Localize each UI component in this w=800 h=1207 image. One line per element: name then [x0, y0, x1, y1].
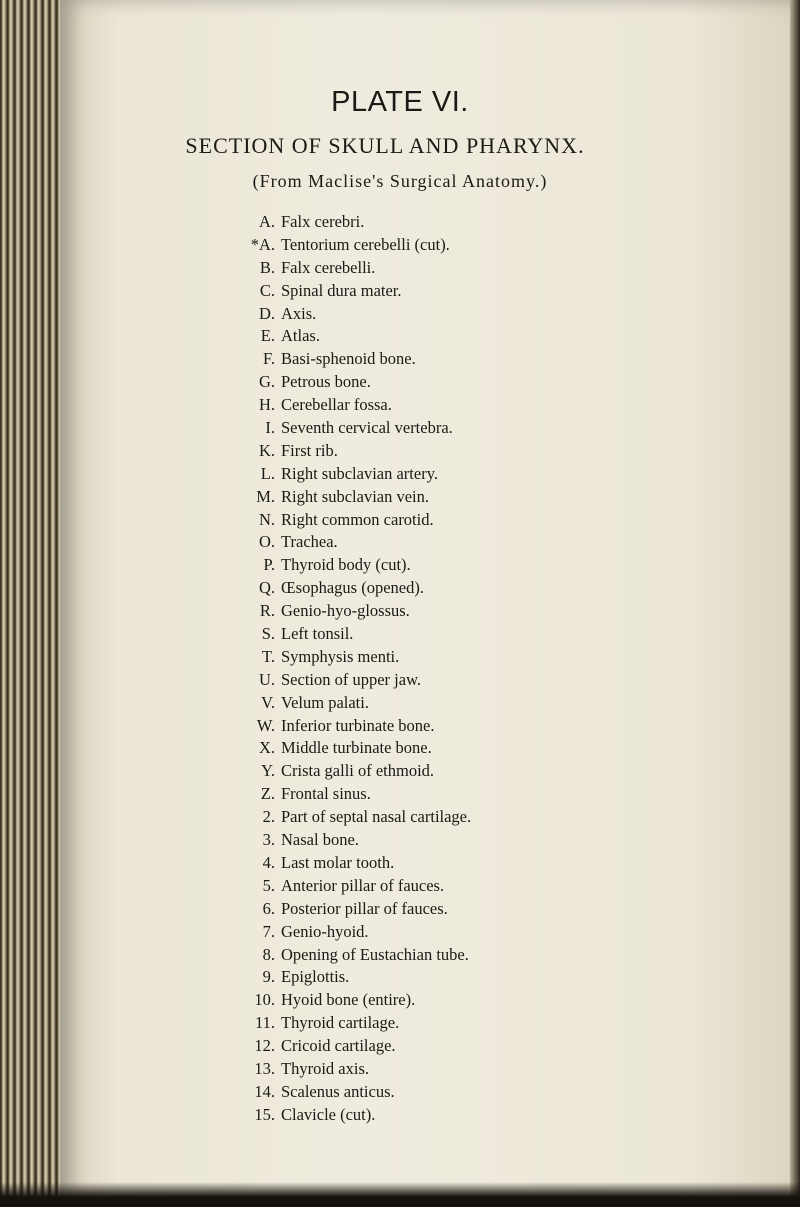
legend-label: Thyroid axis. — [281, 1058, 369, 1078]
section-title: SECTION OF SKULL AND PHARYNX. — [185, 133, 585, 158]
legend-label: Cerebellar fossa. — [281, 395, 392, 415]
legend-item — [240, 783, 700, 806]
legend-item — [240, 806, 700, 829]
legend-label: Atlas. — [281, 326, 320, 346]
legend-item — [240, 760, 700, 783]
legend-label: Petrous bone. — [281, 372, 371, 392]
legend-label: Part of septal nasal cartilage. — [281, 807, 472, 827]
legend-item — [240, 280, 700, 303]
legend-key: K. — [258, 440, 275, 460]
legend-key: E. — [260, 326, 275, 346]
legend-item — [240, 600, 700, 623]
legend-item — [240, 257, 700, 280]
legend-key: S. — [261, 624, 275, 644]
legend-item — [240, 989, 700, 1012]
legend-label: Spinal dura mater. — [281, 280, 402, 300]
legend-item — [240, 1081, 700, 1104]
legend-label: First rib. — [281, 440, 338, 460]
legend-key: 3. — [262, 830, 275, 850]
legend-key: T. — [262, 646, 275, 666]
legend-item — [240, 715, 700, 738]
legend-item — [240, 944, 700, 967]
legend-label: Axis. — [281, 303, 317, 323]
legend-label: Anterior pillar of fauces. — [281, 875, 445, 895]
legend-key: P. — [263, 555, 275, 575]
legend-label: Right common carotid. — [281, 509, 434, 529]
legend-item — [240, 394, 700, 417]
plate-title: PLATE VI. — [331, 86, 469, 118]
legend-item — [240, 440, 700, 463]
legend-key: I. — [265, 418, 275, 438]
legend-key: 5. — [262, 875, 275, 895]
legend-item — [240, 417, 700, 440]
legend-key: 4. — [262, 852, 275, 872]
legend-key: V. — [261, 692, 275, 712]
legend-label: Opening of Eustachian tube. — [281, 944, 469, 964]
legend-label: Trachea. — [281, 532, 338, 552]
legend-key: W. — [256, 715, 275, 735]
legend-item — [240, 829, 700, 852]
legend-label: Epiglottis. — [281, 967, 350, 987]
legend-label: Cricoid cartilage. — [281, 1036, 396, 1056]
legend-label: Genio-hyo-glossus. — [281, 601, 410, 621]
legend-label: Frontal sinus. — [281, 784, 371, 804]
legend-key: 6. — [262, 898, 275, 918]
legend-item — [240, 1058, 700, 1081]
legend-label: Hyoid bone (entire). — [281, 990, 416, 1010]
legend-label: Clavicle (cut). — [281, 1104, 376, 1124]
legend-item — [240, 966, 700, 989]
legend-item — [240, 211, 700, 234]
legend-label: Thyroid cartilage. — [281, 1013, 400, 1033]
legend-key: 9. — [262, 967, 275, 987]
legend-label: Last molar tooth. — [281, 852, 395, 872]
legend-label: Right subclavian artery. — [281, 463, 439, 483]
legend-item — [240, 1035, 700, 1058]
legend-key: N. — [258, 509, 275, 529]
legend-item — [240, 325, 700, 348]
legend-key: B. — [259, 257, 275, 277]
legend-label: Thyroid body (cut). — [281, 555, 411, 575]
legend-label: Left tonsil. — [281, 624, 354, 644]
source-citation: (From Maclise's Surgical Anatomy.) — [252, 171, 548, 191]
legend-item — [240, 646, 700, 669]
legend-label: Tentorium cerebelli (cut). — [281, 234, 450, 254]
legend-label: Velum palati. — [281, 692, 369, 712]
legend-key: 14. — [254, 1081, 275, 1101]
legend-item — [240, 737, 700, 760]
legend-item — [240, 371, 700, 394]
legend-list — [240, 211, 700, 1127]
legend-label: Genio-hyoid. — [281, 921, 369, 941]
legend-key: 2. — [262, 807, 275, 827]
legend-label: Nasal bone. — [281, 830, 359, 850]
legend-item — [240, 531, 700, 554]
legend-key: U. — [258, 669, 275, 689]
legend-key: F. — [263, 349, 275, 369]
legend-key: 15. — [254, 1104, 275, 1124]
legend-label: Right subclavian vein. — [281, 486, 430, 506]
legend-key: 10. — [254, 990, 275, 1010]
legend-label: Symphysis menti. — [281, 646, 400, 666]
legend-label: Scalenus anticus. — [281, 1081, 395, 1101]
legend-item — [240, 1104, 700, 1127]
legend-label: Seventh cervical vertebra. — [281, 418, 453, 438]
legend-item — [240, 623, 700, 646]
legend-label: Falx cerebelli. — [281, 257, 376, 277]
legend-label: Middle turbinate bone. — [281, 738, 432, 758]
legend-item — [240, 921, 700, 944]
legend-key: M. — [256, 486, 275, 506]
legend-key: Q. — [258, 578, 275, 598]
legend-item — [240, 692, 700, 715]
legend-label: Section of upper jaw. — [281, 669, 422, 689]
legend-item — [240, 348, 700, 371]
legend-key: Y. — [261, 761, 275, 781]
legend-item — [240, 669, 700, 692]
legend-label: Crista galli of ethmoid. — [281, 761, 435, 781]
legend-item — [240, 875, 700, 898]
legend-item — [240, 577, 700, 600]
legend-item — [240, 509, 700, 532]
legend-key: X. — [258, 738, 275, 758]
legend-key: D. — [258, 303, 275, 323]
legend-key: O. — [258, 532, 275, 552]
legend-item — [240, 463, 700, 486]
legend-key: H. — [258, 395, 275, 415]
legend-label: Posterior pillar of fauces. — [281, 898, 448, 918]
legend-label: Basi-sphenoid bone. — [281, 349, 416, 369]
legend-label: Falx cerebri. — [281, 212, 365, 231]
legend-key: 11. — [254, 1013, 275, 1033]
legend-item — [240, 554, 700, 577]
legend-key: R. — [259, 601, 275, 621]
legend-item — [240, 303, 700, 326]
legend-key: G. — [258, 372, 275, 392]
legend-key: L. — [260, 463, 275, 483]
legend-key: 12. — [254, 1036, 275, 1056]
legend-item — [240, 234, 700, 257]
legend-label: Œsophagus (opened). — [281, 578, 424, 598]
legend-key: 7. — [262, 921, 275, 941]
legend-key: *A. — [250, 234, 275, 254]
bottom-shadow — [0, 1182, 800, 1207]
legend-item — [240, 486, 700, 509]
legend-key: 8. — [262, 944, 275, 964]
legend-key: C. — [259, 280, 275, 300]
legend-item — [240, 898, 700, 921]
legend-key: Z. — [260, 784, 275, 804]
legend-item — [240, 852, 700, 875]
legend-key: A. — [258, 212, 275, 231]
legend-key: 13. — [254, 1058, 275, 1078]
legend-item — [240, 1012, 700, 1035]
legend-label: Inferior turbinate bone. — [281, 715, 435, 735]
